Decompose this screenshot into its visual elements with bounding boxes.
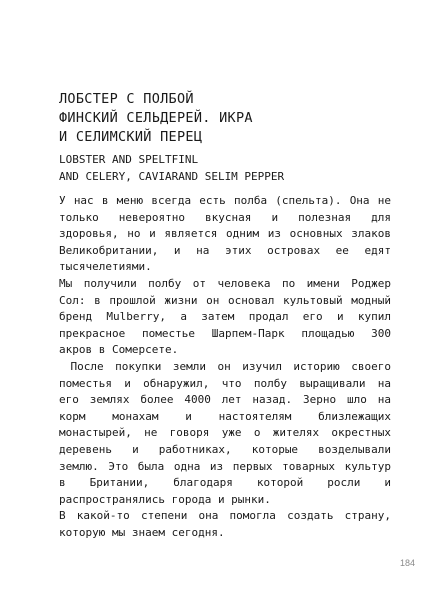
body-line: акров в Сомерсете. [59,343,179,357]
body-line: распространялись города и рынки. [59,492,271,506]
body-line: монастырей, не говоря уже о жителях окрестных [59,426,391,440]
body-line: Мы получили полбу от человека по имени Роджер [59,276,391,290]
body-line: Сол: в прошлой жизни он основал культовый модный [59,293,391,307]
page-number: 184 [399,558,415,568]
title-en-line: AND CELERY, CAVIARAND SELIM PEPPER [59,170,285,183]
recipe-heading [59,90,399,185]
title-russian [59,90,399,147]
body-line: бренд Mulberry, а затем продал его и купил [59,310,391,324]
body-line: корм монахам и настоятелям близлежащих [59,409,391,423]
title-english [59,151,399,185]
body-line: У нас в меню всегда есть полба (спельта). Она не [59,194,391,207]
title-ru-line: И СЕЛИМСКИЙ ПЕРЕЦ [59,129,203,145]
body-line: поместья и обнаружил, что полбу выращивали на [59,376,391,390]
body-line: После покупки земли он изучил историю своего [59,359,391,373]
title-en-line: LOBSTER AND SPELTFINL [59,153,199,166]
body-line: прекрасное поместье Шарпем-Парк площадью 300 [59,326,391,340]
body-line: В какой-то степени она помогла создать страну, [59,509,391,523]
body-text [59,193,391,541]
body-line: его землях более 4000 лет назад. Зерно шло на [59,393,391,407]
body-line: только невероятно вкусная и полезная для [59,210,391,224]
body-line: деревень и работниках, которые возделывали [59,442,391,456]
title-ru-line: ЛОБСТЕР С ПОЛБОЙ [59,91,194,107]
body-line: землю. Это была одна из первых товарных культур [59,459,391,473]
body-line: в Британии, благодаря которой росли и [59,476,391,490]
body-line: которую мы знаем сегодня. [59,525,225,539]
body-line: тысячелетиями. [59,260,152,274]
body-line: Великобритании, и на этих островах ее едят [59,243,391,257]
title-ru-line: ФИНСКИЙ СЕЛЬДЕРЕЙ. ИКРА [59,110,253,126]
body-line: здоровья, но и является одним из основных злаков [59,227,391,241]
